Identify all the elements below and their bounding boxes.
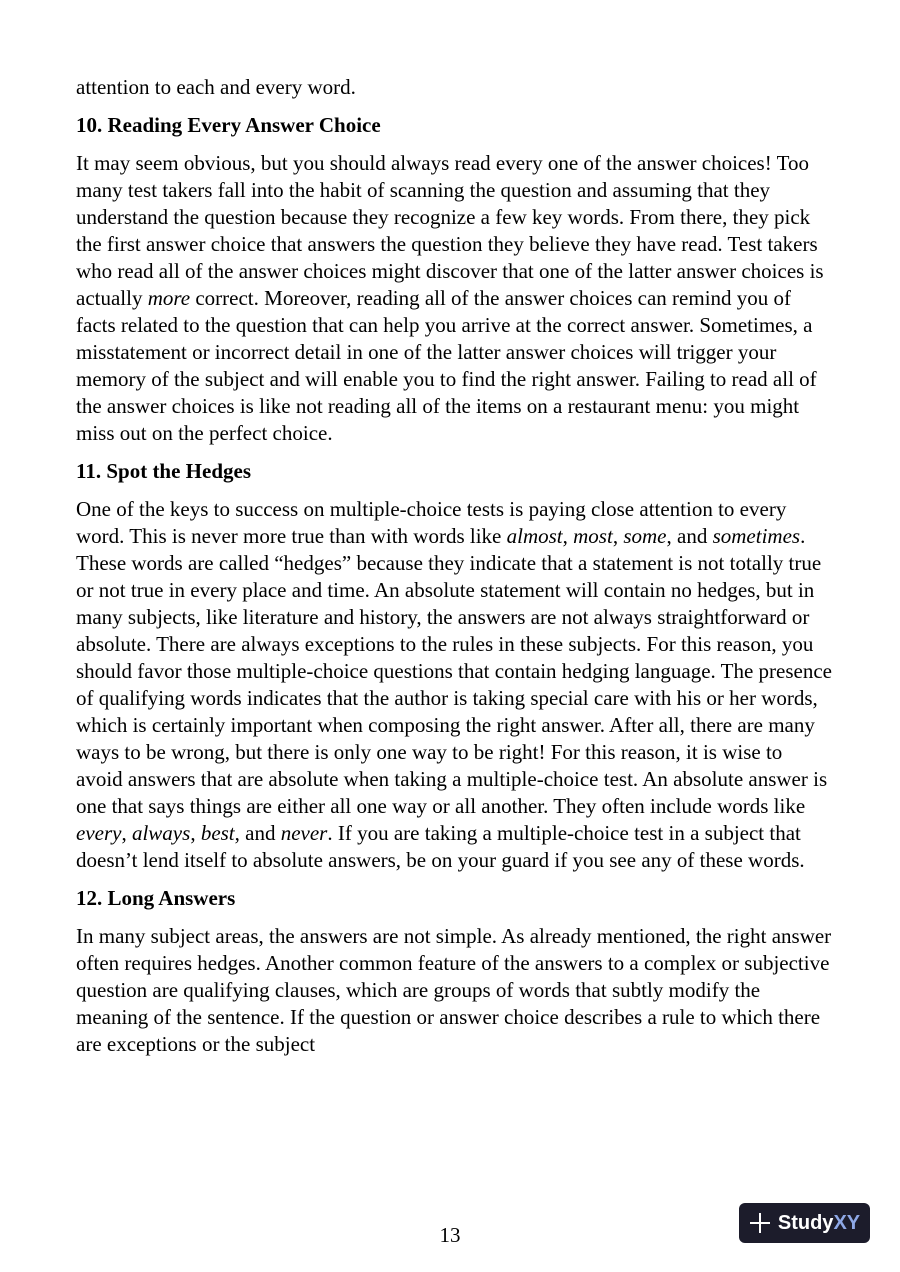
text-run: . If you are taking a multiple-choice test in a subject that doesn’t lend itself to absolute answers, be on your guard if you see any of these words. [76,821,805,872]
text-run: , [190,821,201,845]
text-run: correct. Moreover, reading all of the answer choices can remind you of facts related to the question that can help you arrive at the correct answer. Sometimes, a misstatement or incorrect detail in one of the latter answer choices will trigger your memory of the subject and will enable you to find the right answer. Failing to read all of the answer choices is like not reading all of the items on a restaurant menu: you might miss out on the perfect choice. [76,286,817,445]
plus-icon [749,1212,771,1234]
text-run: , [121,821,132,845]
text-run: One of the keys to success on multiple-choice tests is paying close attention to every word. This is never more true than with words like [76,497,787,548]
section-heading: 12. Long Answers [76,886,236,910]
section-heading: 11. Spot the Hedges [76,459,252,483]
emphasized-text: some [623,524,667,548]
emphasized-text: every [76,821,122,845]
text-run: , and [666,524,713,548]
sections [76,112,832,1058]
emphasized-text: sometimes [712,524,801,548]
text-run: , [612,524,624,548]
section-paragraph [76,150,832,447]
emphasized-text: more [147,286,191,310]
text-run: In many subject areas, the answers are not simple. As already mentioned, the right answer often requires hedges. Another common feature of the answers to a complex or subjective question are qualifying clauses, which are groups of words that subtly modify the meaning of the sentence. If the question or answer choice describes a rule to which there are exceptions or the subject [76,924,832,1056]
emphasized-text: never [280,821,328,845]
logo-text-main: Study [777,1211,834,1234]
section-heading: 10. Reading Every Answer Choice [76,113,381,137]
section-paragraph [76,496,832,874]
text-run: , [562,524,574,548]
logo-text-accent: XY [833,1211,861,1234]
text-run: It may seem obvious, but you should always read every one of the answer choices! Too many test takers fall into the habit of scanning the question and assuming that they understand the question because they recognize a few key words. From there, they pick the first answer choice that answers the question they believe they have read. Test takers who read all of the answer choices might discover that one of the latter answer choices is actually [76,151,824,310]
section-paragraph [76,923,832,1058]
page-number: 13 [439,1223,461,1247]
text-run: . These words are called “hedges” because they indicate that a statement is not totally true or not true in every place and time. An absolute statement will contain no hedges, but in many subjects, like literature and history, the answers are not always straightforward or absolute. There are always exceptions to the rules in these subjects. For this reason, you should favor those multiple-choice questions that contain hedging language. The presence of qualifying words indicates that the author is taking special care with his or her words, which is certainly important when composing the right answer. After all, there are many ways to be wrong, but there is only one way to be right! For this reason, it is wise to avoid answers that are absolute when taking a multiple-choice test. An absolute answer is one that says things are either all one way or all another. They often include words like [76,524,832,818]
emphasized-text: most [573,524,613,548]
page-body [76,74,832,1069]
emphasized-text: best [200,821,235,845]
emphasized-text: always [131,821,191,845]
continued-paragraph: attention to each and every word. [76,75,356,99]
studyxy-logo[interactable] [739,1203,870,1243]
emphasized-text: almost [506,524,563,548]
text-run: , and [234,821,281,845]
